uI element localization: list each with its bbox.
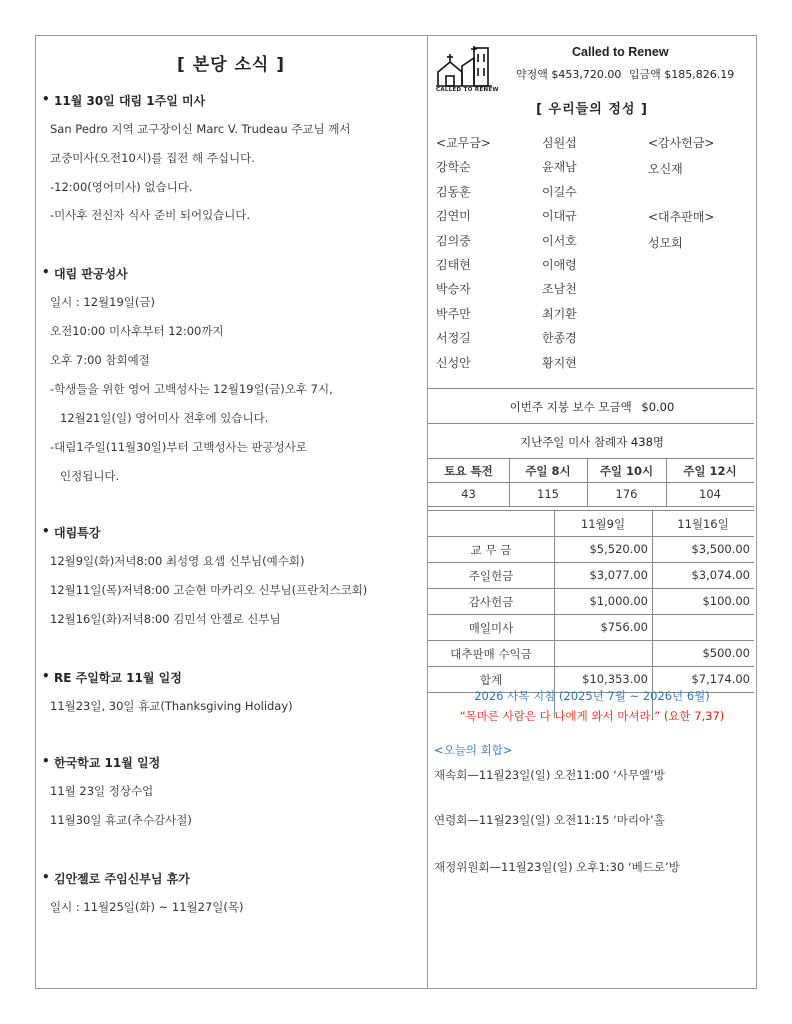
donor-name: 한종경 (542, 331, 577, 346)
attendance-value: 43 (461, 487, 476, 501)
rule (428, 388, 754, 389)
section-heading: • 대림특강 (54, 524, 100, 541)
thanks-offering-heading: <감사헌금> (648, 136, 715, 150)
pastoral-guideline: 2026 사목 지침 (2025년 7월 ~ 2026년 6월) (474, 689, 710, 703)
attendance-header: 주일 8시 (525, 464, 571, 478)
meeting-item: 연령회—11월23일(일) 오전11:15 ‘마리아’홀 (434, 813, 665, 827)
section-heading: • 11월 30일 대림 1주일 미사 (54, 92, 205, 109)
text-line: 12월9일(화)저녁8:00 최성영 요셉 신부님(예수회) (50, 554, 305, 568)
donor-name: 박주만 (436, 306, 471, 321)
donor-name: 이대규 (542, 209, 577, 224)
text-line: 교중미사(오전10시)를 집전 해 주십니다. (50, 151, 255, 165)
rule (428, 640, 754, 641)
attendance-title: 지난주일 미사 참례자 438명 (519, 435, 664, 449)
finance-amount: $3,074.00 (691, 568, 750, 582)
text-line: -미사후 전신자 식사 준비 되어있습니다. (50, 208, 251, 222)
donor-name: 박승자 (436, 282, 471, 297)
text-line: 오후 7:00 참회예절 (50, 353, 150, 367)
parish-news-title: [ 본당 소식 ] (177, 55, 285, 75)
rule (428, 506, 754, 507)
finance-label: 매일미사 (468, 621, 514, 635)
finance-label: 감사헌금 (468, 595, 514, 609)
text-line: 12월11일(목)저녁8:00 고순현 마카리오 신부님(프란치스코회) (50, 583, 368, 597)
jujube-sale-heading: <대추판매> (648, 210, 715, 224)
donor-name: 조남천 (542, 282, 577, 297)
logo-text: CALLED TO RENEW (436, 87, 499, 93)
attendance-header: 토요 특전 (444, 464, 493, 478)
donor-name: 신성안 (436, 355, 471, 370)
donor-name: 오신재 (648, 162, 683, 176)
donor-name: 최기환 (542, 306, 577, 321)
meeting-item: 재속회—11월23일(일) 오전11:00 ‘사무엘’방 (434, 768, 665, 782)
roof-fund-value: $0.00 (641, 400, 675, 414)
finance-amount: $10,353.00 (582, 672, 648, 686)
donor-name: 김동훈 (436, 184, 471, 199)
text-line: -12:00(영어미사) 없습니다. (50, 180, 193, 194)
text-line: 인정됩니다. (60, 469, 120, 483)
text-line: 12월16일(화)저녁8:00 김민석 안젤로 신부님 (50, 612, 281, 626)
finance-date: 11월9일 (580, 517, 626, 531)
finance-date: 11월16일 (677, 517, 729, 531)
finance-label: 대추판매 수익금 (450, 647, 532, 661)
rule (428, 458, 754, 459)
text-line: 오전10:00 미사후부터 12:00까지 (50, 324, 224, 338)
pledge-value: $453,720.00 (551, 68, 622, 81)
rule (428, 536, 754, 537)
donor-name: 황지현 (542, 355, 577, 370)
rule (428, 666, 754, 667)
text-line: 일시 : 11월25일(화) ~ 11월27일(목) (50, 900, 244, 914)
meeting-item: 재정위원회—11월23일(일) 오후1:30 ‘베드로’방 (434, 860, 680, 874)
text-line: 11월23일, 30일 휴교(Thanksgiving Holiday) (50, 699, 293, 713)
donor-name: 성모회 (648, 236, 683, 250)
text-line: 11월30일 휴교(추수감사절) (50, 813, 192, 827)
offering-title: [ 우리들의 정성 ] (536, 102, 648, 117)
text-line: San Pedro 지역 교구장이신 Marc V. Trudeau 주교님 께서 (50, 122, 351, 136)
finance-label: 주일헌금 (468, 569, 514, 583)
section-heading: • 대림 판공성사 (54, 265, 128, 282)
attendance-value: 115 (537, 487, 559, 501)
meetings-title: <오늘의 회합> (434, 743, 513, 757)
text-line: 일시 : 12월19일(금) (50, 295, 155, 309)
paid-value: $185,826.19 (664, 68, 735, 81)
campaign-title: Called to Renew (572, 45, 669, 59)
attendance-value: 176 (615, 487, 638, 501)
attendance-header: 주일 12시 (683, 464, 737, 478)
rule (428, 482, 754, 483)
finance-amount: $100.00 (702, 594, 750, 608)
section-heading: • RE 주일학교 11월 일정 (54, 669, 182, 686)
finance-amount: $1,000.00 (589, 594, 648, 608)
rule (428, 614, 754, 615)
text-line: 11월 23일 정상수업 (50, 784, 154, 798)
donor-name: 이길수 (542, 184, 577, 199)
section-heading: • 한국학교 11월 일정 (54, 754, 160, 771)
pledge-label: 약정액 (516, 68, 548, 81)
roof-fund (428, 399, 756, 415)
donor-name: 김연미 (436, 209, 471, 224)
donor-name: 서정길 (436, 331, 471, 346)
finance-label: 합계 (479, 673, 503, 687)
donor-name: 이서호 (542, 233, 577, 248)
donor-name: 김의중 (436, 233, 471, 248)
donor-name: 강학순 (436, 160, 471, 175)
attendance-header: 주일 10시 (599, 464, 654, 478)
campaign-amounts (516, 66, 734, 82)
paid-label: 입금액 (628, 68, 661, 81)
donor-name: 윤재남 (542, 160, 577, 175)
donor-name: 심원섭 (542, 136, 577, 150)
finance-amount: $7,174.00 (691, 672, 750, 686)
finance-amount: $756.00 (600, 620, 648, 634)
finance-label: 교 무 금 (470, 543, 512, 557)
church-dues-heading: <교무금> (436, 136, 491, 150)
rule (428, 562, 754, 563)
rule (428, 510, 754, 511)
finance-amount: $3,500.00 (691, 542, 750, 556)
rule (428, 588, 754, 589)
donor-name: 김태현 (436, 258, 471, 272)
text-line: 12월21일(일) 영어미사 전후에 있습니다. (60, 411, 269, 425)
text-line: -학생들을 위한 영어 고백성사는 12월19일(금)오후 7시, (50, 382, 333, 396)
scripture-quote: “목마른 사람은 다 나에게 와서 마셔라.” (요한 7,37) (459, 709, 725, 723)
finance-amount: $500.00 (702, 646, 750, 660)
roof-fund-label: 이번주 지붕 보수 모금액 (509, 400, 632, 414)
attendance-value: 104 (699, 487, 721, 501)
text-line: -대림1주일(11월30일)부터 고백성사는 판공성사로 (50, 440, 307, 454)
rule (428, 423, 754, 424)
finance-amount: $5,520.00 (589, 542, 648, 556)
finance-amount: $3,077.00 (589, 568, 648, 582)
column-divider (427, 35, 428, 989)
donor-name: 이애령 (542, 258, 577, 272)
section-heading: • 김안젤로 주임신부님 휴가 (54, 870, 190, 887)
